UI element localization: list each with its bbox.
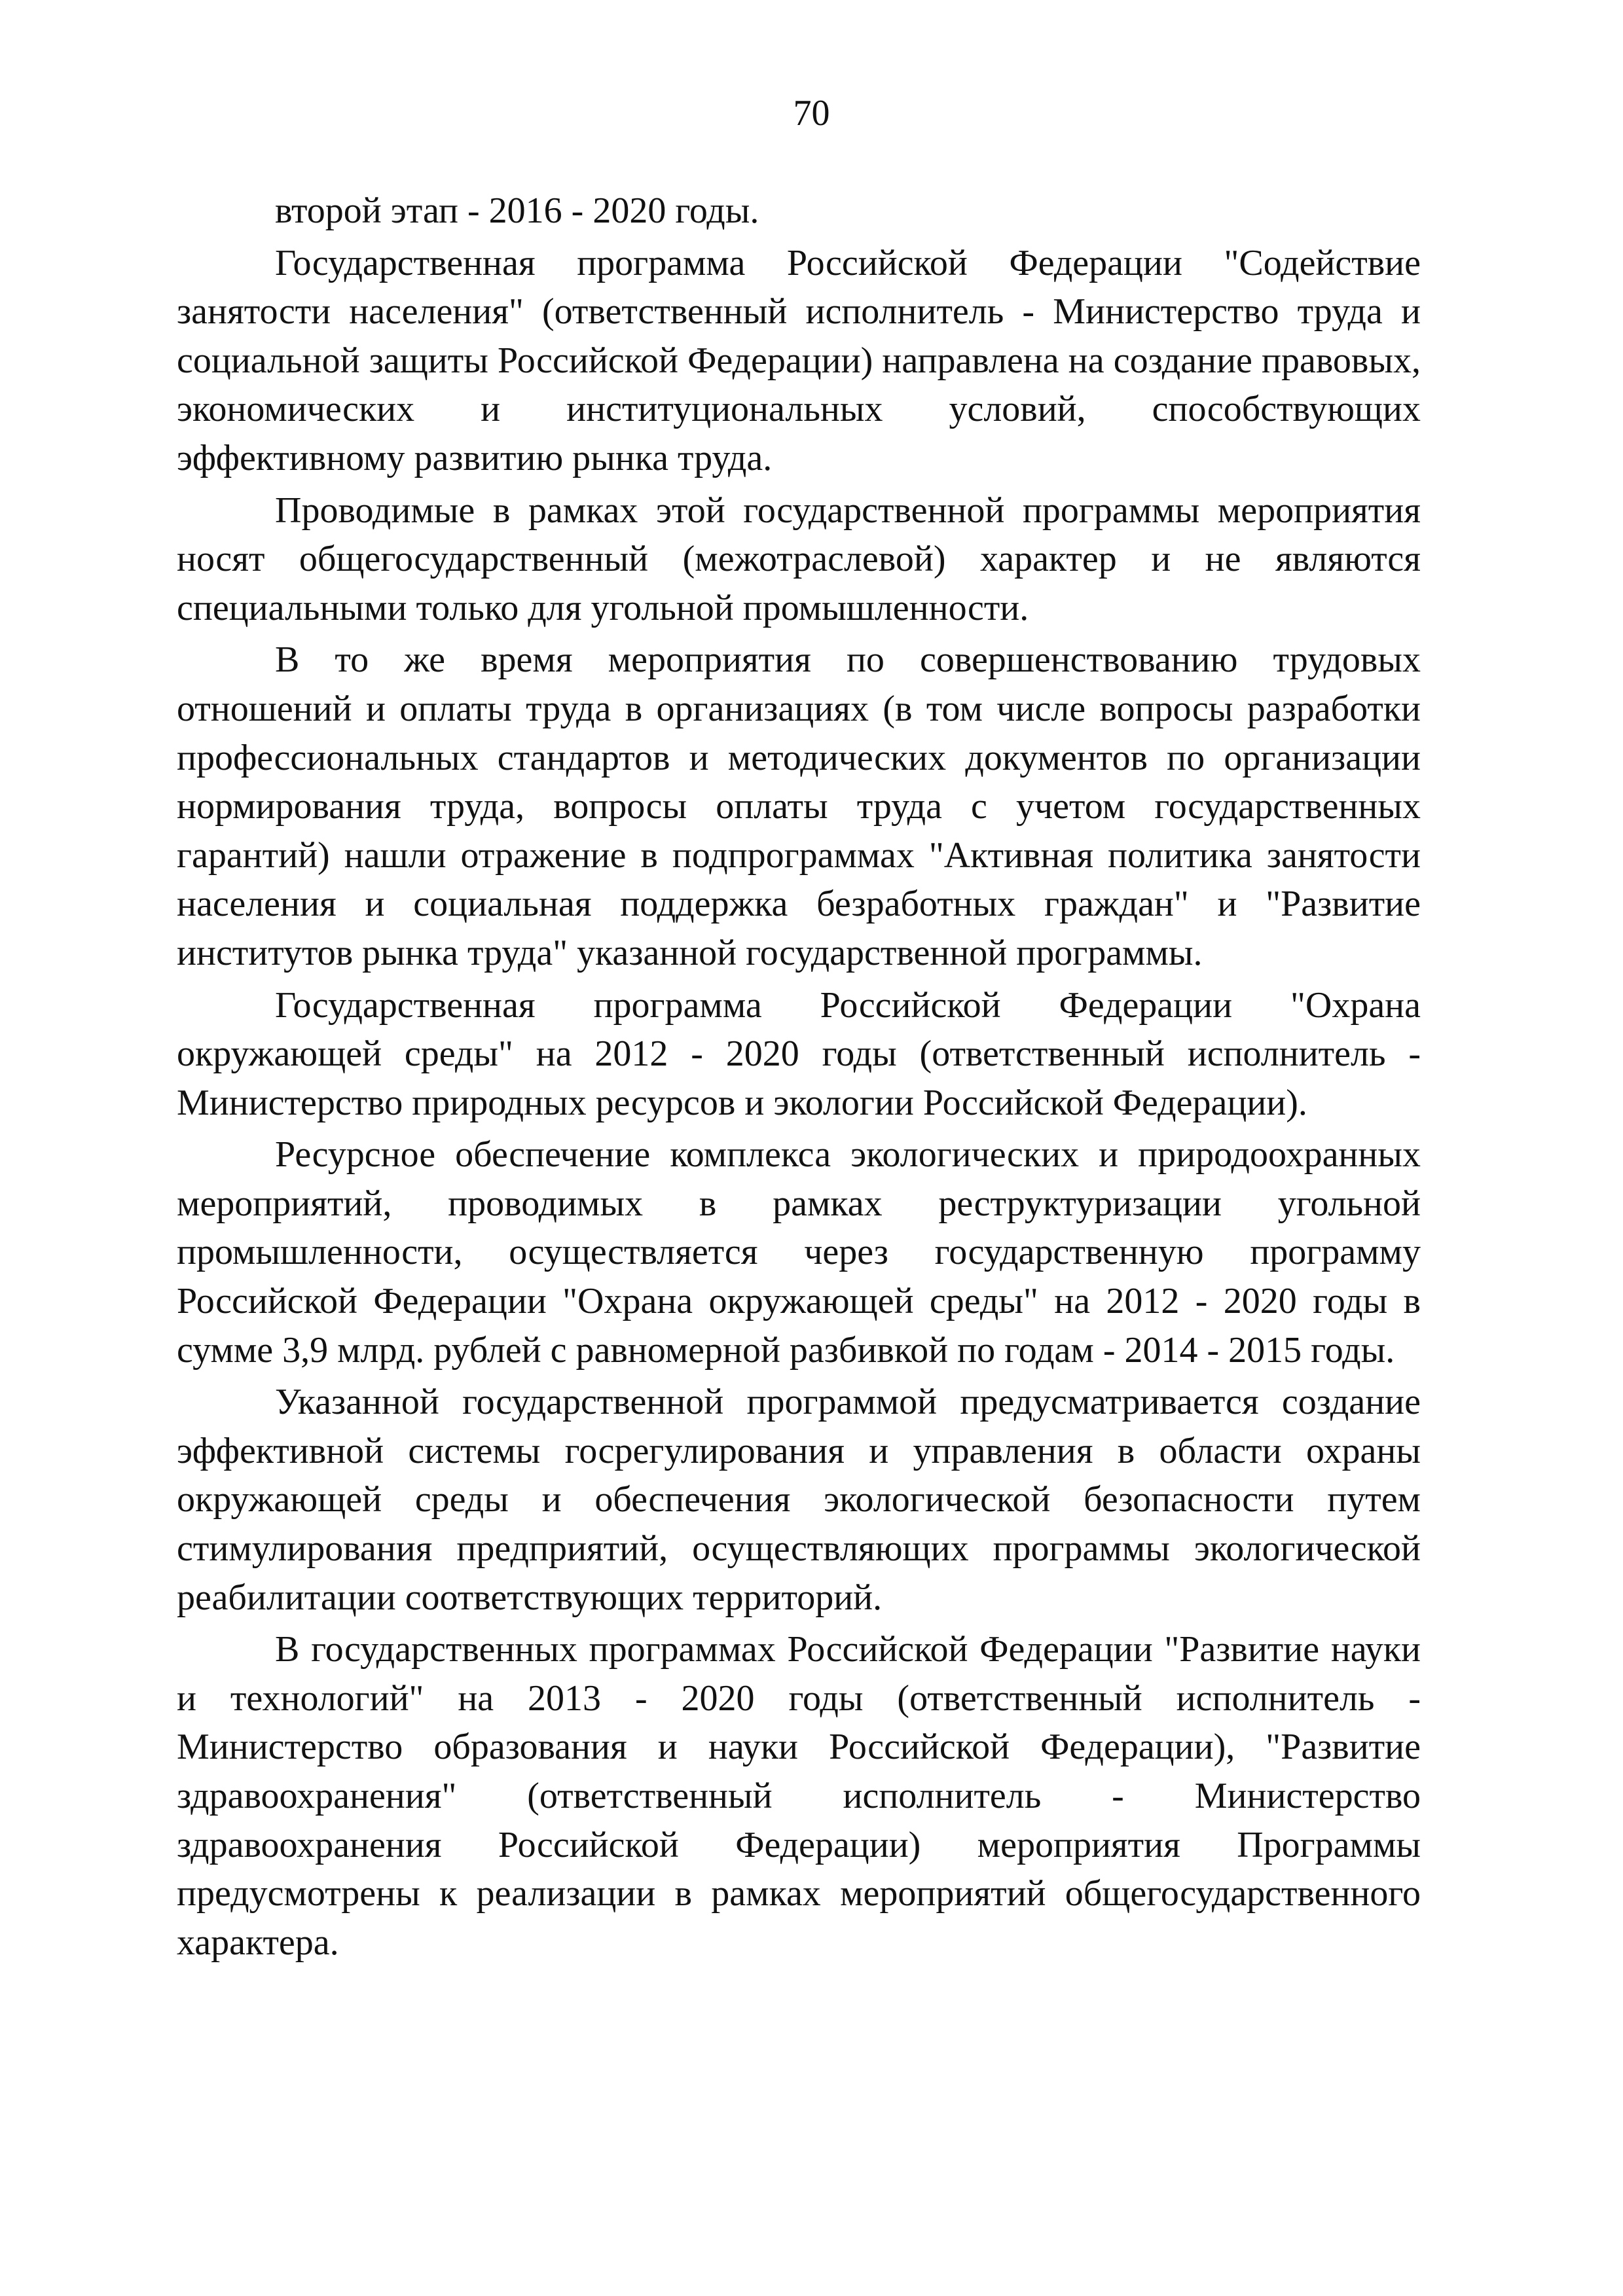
document-body bbox=[177, 187, 1421, 1970]
paragraph-stage-two: второй этап - 2016 - 2020 годы. bbox=[275, 190, 759, 231]
paragraph-science-health-programs: В государственных программах Российской Федерации "Развитие науки и технологий" на 2013 - 2020 годы (ответственный исполнитель - Министерство образования и науки Российской Федерации), "Развитие здравоохранения" (ответственный исполнитель - Министерство здравоохранения Российской Федерации) мероприятия Программы предусмотрены к реализации в рамках мероприятий общегосударственного характера. bbox=[177, 1629, 1421, 1963]
paragraph-intersectoral-measures: Проводимые в рамках этой государственной программы мероприятия носят общегосударственный (межотраслевой) характер и не являются специальными только для угольной промышленности. bbox=[177, 490, 1421, 628]
paragraph-environment-program: Государственная программа Российской Федерации "Охрана окружающей среды" на 2012 - 2020 годы (ответственный исполнитель - Министерство природных ресурсов и экологии Российской Федерации). bbox=[177, 984, 1421, 1123]
paragraph-employment-program: Государственная программа Российской Федерации "Содействие занятости населения" (ответственный исполнитель - Министерство труда и социальной защиты Российской Федерации) направлена на создание правовых, экономических и институциональных условий, способствующих эффективному развитию рынка труда. bbox=[177, 242, 1421, 478]
page-number: 70 bbox=[793, 93, 830, 134]
paragraph-environmental-regulation: Указанной государственной программой предусматривается создание эффективной системы госрегулирования и управления в области охраны окружающей среды и обеспечения экологической безопасности путем стимулирования предприятий, осуществляющих программы экологической реабилитации соответствующих территорий. bbox=[177, 1382, 1421, 1618]
paragraph-labor-relations: В то же время мероприятия по совершенствованию трудовых отношений и оплаты труда в организациях (в том числе вопросы разработки профессиональных стандартов и методических документов по организации нормирования труда, вопросы оплаты труда с учетом государственных гарантий) нашли отражение в подпрограммах "Активная политика занятости населения и социальная поддержка безработных граждан" и "Развитие институтов рынка труда" указанной государственной программы. bbox=[177, 639, 1421, 973]
paragraph-resource-provision: Ресурсное обеспечение комплекса экологических и природоохранных мероприятий, проводимых в рамках реструктуризации угольной промышленности, осуществляется через государственную программу Российской Федерации "Охрана окружающей среды" на 2012 - 2020 годы в сумме 3,9 млрд. рублей с равномерной разбивкой по годам - 2014 - 2015 годы. bbox=[177, 1134, 1421, 1371]
